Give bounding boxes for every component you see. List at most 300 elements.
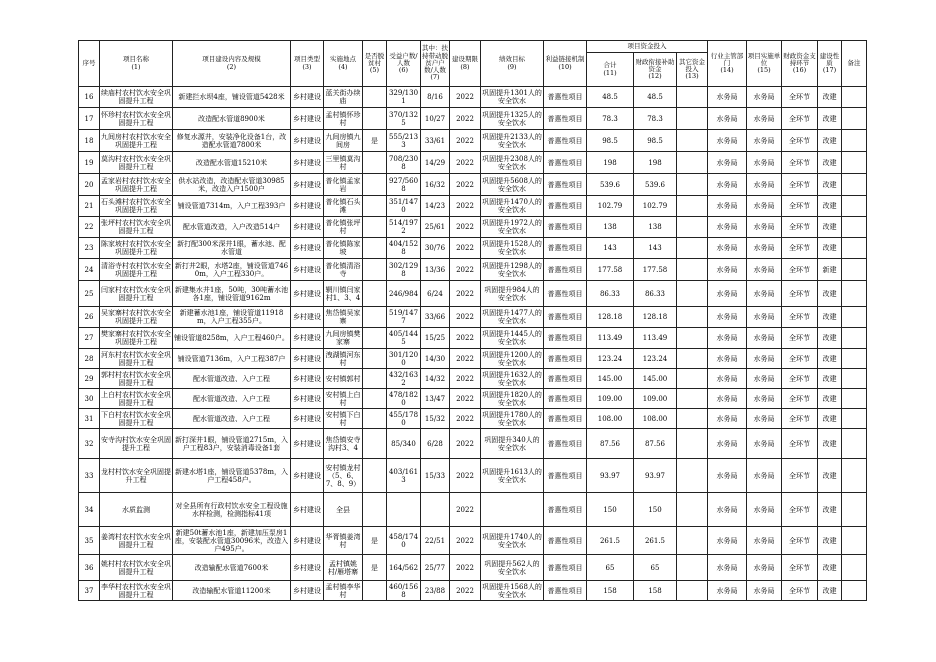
other-funding [677,174,708,196]
project-type: 乡村建设 [291,152,324,174]
performance-goal: 巩固提升1301人的安全饮水 [481,87,544,108]
fiscal-support-stage: 全环节 [782,196,818,217]
row-number: 24 [79,259,100,281]
header-label: 绩效目标 [499,55,525,64]
implementing-unit: 水务局 [747,217,782,238]
fiscal-support-stage: 全环节 [782,369,818,389]
project-name: 续庙村农村饮水安全巩固提升工程 [100,87,173,108]
other-funding [677,389,708,409]
construction-content: 配水管道改造、入户工程 [173,389,291,409]
project-name: 樊家寨村农村饮水安全巩固提升工程 [100,328,173,349]
benefit-mechanism: 普惠性项目 [544,281,587,307]
supported-poor-households: 14/23 [421,196,450,217]
project-name: 张坪村农村饮水安全巩固提升工程 [100,217,173,238]
project-name: 清浴寺村农村饮水安全巩固提升工程 [100,259,173,281]
header-other-funding [677,53,708,87]
location: 华胥镇姜湾村 [324,527,363,555]
fiscal-subsidy: 150 [634,493,677,527]
header-construction-nature [818,41,842,87]
benefit-mechanism: 普惠性项目 [544,369,587,389]
row-number: 35 [79,527,100,555]
beneficiary-households: 514/1972 [387,217,421,238]
fiscal-subsidy: 102.79 [634,196,677,217]
implementing-unit: 水务局 [747,152,782,174]
supported-poor-households: 14/32 [421,369,450,389]
header-remark [842,41,867,87]
beneficiary-households: 164/562 [387,555,421,581]
performance-goal: 巩固提升562人的安全饮水 [481,555,544,581]
row-number: 34 [79,493,100,527]
header-seq [79,41,100,87]
table-row [79,493,867,527]
beneficiary-households: 927/5608 [387,174,421,196]
location: 普化镇陈家坡 [324,238,363,259]
project-type: 乡村建设 [291,307,324,328]
header-col-number: (1) [131,62,141,71]
other-funding [677,217,708,238]
row-number: 29 [79,369,100,389]
header-col-number: (5) [369,66,380,75]
header-construction-period [450,41,481,87]
location: 安村镇上白村 [325,390,361,407]
construction-nature: 改建 [818,555,842,581]
benefit-mechanism: 普惠性项目 [544,459,587,493]
project-type: 乡村建设 [291,369,324,389]
construction-content: 新建50t蓄水池1座，新建加压泵房1座，安装配水管道30096米，改造入户495户。 [173,527,291,555]
location: 九间房镇樊家寨 [324,328,363,349]
construction-period: 2022 [450,349,481,369]
performance-goal: 巩固提升1298人的安全饮水 [481,259,544,281]
project-name: 吴家寨村农村饮水安全巩固提升工程 [100,307,173,328]
performance-goal: 巩固提升1477人的安全饮水 [481,307,544,328]
table-row [79,328,867,349]
supervising-department: 水务局 [708,459,747,493]
beneficiary-households: 458/1740 [387,527,421,555]
header-label: 建设期限 [452,55,478,64]
construction-content: 配水管道改造，入户改造514户 [173,217,291,238]
fiscal-subsidy: 138 [634,217,677,238]
project-name: 陈家坡村农村饮水安全巩固提升工程 [100,238,173,259]
performance-goal: 巩固提升1200人的安全饮水 [482,350,542,367]
project-type: 乡村建设 [291,196,324,217]
fiscal-subsidy: 108.00 [634,409,677,429]
construction-nature: 改建 [818,130,842,152]
header-label: 是否脱贫村 [364,51,385,67]
construction-content: 对全县所有行政村饮水安全工程设施水样检测，检测指标41项 [173,493,291,527]
construction-content: 供水站改造，改造配水管道30985米，改造入户1500户 [173,174,291,196]
header-col-number: (12) [648,72,662,81]
fiscal-subsidy: 113.49 [634,328,677,349]
performance-goal: 巩固提升1780人的安全饮水 [482,410,542,427]
location: 孟村镇怀珍村 [324,108,363,130]
benefit-mechanism: 普惠性项目 [544,328,587,349]
fiscal-support-stage: 全环节 [782,281,818,307]
benefit-mechanism: 普惠性项目 [544,87,587,108]
beneficiary-households: 478/1820 [387,389,421,409]
supervising-department: 水务局 [708,196,747,217]
location: 安村镇下白村 [325,410,361,427]
project-type: 乡村建设 [291,581,324,601]
table-row [79,307,867,328]
beneficiary-households: 302/1298 [387,259,421,281]
table-row [79,369,867,389]
beneficiary-households: 708/2308 [387,152,421,174]
supervising-department: 水务局 [708,152,747,174]
row-number: 19 [79,152,100,174]
row-number: 22 [79,217,100,238]
other-funding [677,527,708,555]
location: 普化镇孟家岩 [324,174,363,196]
remark [842,196,867,217]
implementing-unit: 水务局 [747,174,782,196]
header-col-number: (11) [603,68,617,77]
other-funding [677,238,708,259]
performance-goal: 巩固提升1528人的安全饮水 [481,238,544,259]
remark [842,152,867,174]
fiscal-support-stage: 全环节 [782,493,818,527]
poverty-village-flag: 是 [363,130,387,152]
construction-period: 2022 [450,130,481,152]
beneficiary-households: 403/1613 [387,459,421,493]
remark [842,389,867,409]
header-label: 备注 [847,58,861,67]
beneficiary-households: 370/1325 [387,108,421,130]
remark [842,281,867,307]
total-funding: 98.5 [587,130,634,152]
header-label: 项目建设内容及规模 [202,55,261,64]
beneficiary-households: 405/1445 [387,328,421,349]
fiscal-subsidy: 177.58 [634,259,677,281]
project-type: 乡村建设 [291,281,324,307]
beneficiary-households: 555/2133 [387,130,421,152]
project-name: 九间房村农村饮水安全巩固提升工程 [100,130,173,152]
construction-nature: 改建 [818,389,842,409]
implementing-unit: 水务局 [747,259,782,281]
implementing-unit: 水务局 [747,369,782,389]
benefit-mechanism: 普惠性项目 [544,259,587,281]
header-label: 合计 [603,61,617,70]
fiscal-subsidy: 109.00 [634,389,677,409]
implementing-unit: 水务局 [747,527,782,555]
supported-poor-households: 13/36 [421,259,450,281]
row-number: 17 [79,108,100,130]
header-beneficiaries [387,41,421,87]
location: 洩湖镇河东村 [325,350,361,367]
project-type: 乡村建设 [291,527,324,555]
header-col-number: (13) [685,72,699,81]
remark [842,555,867,581]
construction-period: 2022 [450,281,481,307]
construction-nature: 改建 [818,349,842,369]
beneficiary-households: 246/984 [387,281,421,307]
construction-content: 改造配水管道8900米 [173,108,291,130]
construction-nature: 改建 [818,87,842,108]
supported-poor-households: 13/47 [421,389,450,409]
implementing-unit: 水务局 [747,130,782,152]
supervising-department: 水务局 [708,369,747,389]
header-label: 序号 [82,58,96,67]
benefit-mechanism: 普惠性项目 [544,307,587,328]
implementing-unit: 水务局 [747,196,782,217]
construction-period: 2022 [450,389,481,409]
header-funding-group: 项目资金投入 [587,41,708,53]
supported-poor-households: 10/27 [421,108,450,130]
remark [842,581,867,601]
total-funding: 48.5 [587,87,634,108]
fiscal-support-stage: 全环节 [782,555,818,581]
benefit-mechanism: 普惠性项目 [544,349,587,369]
project-type: 乡村建设 [291,87,324,108]
project-name: 河东村农村饮水安全巩固提升工程 [101,350,171,367]
table-row [79,130,867,152]
poverty-village-flag [363,493,387,527]
supervising-department: 水务局 [708,527,747,555]
construction-content: 配水管道改造、入户工程 [173,409,291,429]
header-label: 其中：扶持带动脱贫户户数/人数 [422,44,448,75]
supervising-department: 水务局 [708,108,747,130]
performance-goal: 巩固提升1470人的安全饮水 [481,196,544,217]
table-header [79,41,867,87]
row-number: 32 [79,429,100,459]
total-funding: 128.18 [587,307,634,328]
row-number: 21 [79,196,100,217]
construction-content: 新建集水井1座，50吨，30吨蓄水池各1座，铺设管道9162m [173,281,291,307]
location: 普化镇清浴寺 [324,259,363,281]
header-col-number: (16) [792,66,807,75]
table-row [79,581,867,601]
table-row [79,152,867,174]
header-label: 财政资金支持环节 [783,51,816,67]
construction-content: 铺设管道8258m，入户工程460户。 [173,328,291,349]
other-funding [677,130,708,152]
project-type: 乡村建设 [291,459,324,493]
fiscal-subsidy: 86.33 [634,281,677,307]
row-number: 18 [79,130,100,152]
construction-content: 新打深井1眼，铺设管道2715m，入户工程83户，安装消毒设备1套 [173,429,291,459]
project-type: 乡村建设 [291,238,324,259]
benefit-mechanism: 普惠性项目 [544,217,587,238]
poverty-village-flag [363,369,387,389]
fiscal-subsidy: 145.00 [634,369,677,389]
construction-period: 2022 [450,369,481,389]
header-col-number: (2) [226,62,237,71]
supported-poor-households: 30/76 [421,238,450,259]
table-row [79,389,867,409]
poverty-village-flag [363,259,387,281]
implementing-unit: 水务局 [747,429,782,459]
fiscal-support-stage: 全环节 [782,307,818,328]
construction-period: 2022 [450,429,481,459]
row-number: 25 [79,281,100,307]
fiscal-subsidy: 539.6 [634,174,677,196]
project-type: 乡村建设 [291,130,324,152]
performance-goal: 巩固提升1613人的安全饮水 [481,459,544,493]
other-funding [677,87,708,108]
project-type: 乡村建设 [291,555,324,581]
project-name: 水质监测 [100,493,173,527]
remark [842,174,867,196]
fiscal-subsidy: 128.18 [634,307,677,328]
fiscal-support-stage: 全环节 [782,259,818,281]
poverty-village-flag [363,217,387,238]
implementing-unit: 水务局 [747,493,782,527]
beneficiary-households: 404/1528 [387,238,421,259]
performance-goal: 巩固提升1568人的安全饮水 [482,582,542,599]
total-funding: 539.6 [587,174,634,196]
benefit-mechanism: 普惠性项目 [544,493,587,527]
project-name: 姚村村农村饮水安全巩固提升工程 [100,555,173,581]
supervising-department: 水务局 [708,130,747,152]
construction-nature: 改建 [818,328,842,349]
poverty-village-flag [363,581,387,601]
construction-nature: 改建 [818,174,842,196]
benefit-mechanism: 普惠性项目 [544,555,587,581]
fiscal-support-stage: 全环节 [782,108,818,130]
table-row [79,259,867,281]
implementing-unit: 水务局 [747,389,782,409]
table-row [79,108,867,130]
table-row [79,196,867,217]
fiscal-support-stage: 全环节 [782,459,818,493]
fiscal-support-stage: 全环节 [782,389,818,409]
supervising-department: 水务局 [708,87,747,108]
poverty-village-flag [363,108,387,130]
header-label: 利益链接机制 [545,55,585,64]
total-funding: 150 [587,493,634,527]
header-construction-content [173,41,291,87]
other-funding [677,555,708,581]
header-benefit-mechanism [544,41,587,87]
header-col-number: (3) [302,62,312,71]
table-row [79,429,867,459]
header-col-number: (14) [720,66,734,75]
poverty-village-flag [363,87,387,108]
construction-nature: 改建 [818,238,842,259]
row-number: 20 [79,174,100,196]
construction-nature: 改建 [818,217,842,238]
construction-period: 2022 [450,108,481,130]
beneficiary-households: 301/1200 [387,349,421,369]
performance-goal: 巩固提升1445人的安全饮水 [481,328,544,349]
supported-poor-households: 25/61 [421,217,450,238]
other-funding [677,581,708,601]
beneficiary-households: 460/1568 [387,581,421,601]
construction-content: 新打配300米深井1眼，蓄水池、配水管道 [173,238,291,259]
supervising-department: 水务局 [708,238,747,259]
location: 普化镇石头滩 [324,196,363,217]
supported-poor-households: 15/32 [421,409,450,429]
construction-period: 2022 [450,527,481,555]
construction-nature: 改建 [818,307,842,328]
benefit-mechanism: 普惠性项目 [544,581,587,601]
location: 孟村镇姚村/雁塔寨 [324,555,363,581]
construction-period: 2022 [450,152,481,174]
location: 安村镇郭村 [324,369,363,389]
supervising-department: 水务局 [708,328,747,349]
header-col-number: (17) [822,66,837,75]
remark [842,238,867,259]
construction-nature: 改建 [818,429,842,459]
benefit-mechanism: 普惠性项目 [544,527,587,555]
project-type: 乡村建设 [291,108,324,130]
row-number: 30 [79,389,100,409]
benefit-mechanism: 普惠性项目 [544,196,587,217]
fiscal-support-stage: 全环节 [782,349,818,369]
implementing-unit: 水务局 [747,281,782,307]
remark [842,307,867,328]
header-col-number: (10) [558,62,572,71]
construction-nature: 改建 [818,369,842,389]
location: 三里镇莫沟村 [324,152,363,174]
construction-content: 新建蓄水池1座，铺设管道11918m，入户工程355户。 [173,307,291,328]
other-funding [677,349,708,369]
table-row [79,281,867,307]
construction-nature: 改建 [818,493,842,527]
supported-poor-households: 25/77 [421,555,450,581]
table-row [79,459,867,493]
total-funding: 108.00 [587,409,634,429]
project-name: 上白村农村饮水安全巩固提升工程 [101,390,171,407]
project-name: 郭村村农村饮水安全巩固提升工程 [101,370,171,387]
total-funding: 123.24 [587,349,634,369]
performance-goal: 巩固提升5608人的安全饮水 [481,174,544,196]
implementing-unit: 水务局 [747,581,782,601]
poverty-village-flag [363,196,387,217]
other-funding [677,493,708,527]
fiscal-support-stage: 全环节 [782,581,818,601]
construction-period: 2022 [450,409,481,429]
construction-period: 2022 [450,259,481,281]
header-col-number: (4) [338,62,348,71]
construction-content: 铺设管道7136m，入户工程387户 [173,349,291,369]
benefit-mechanism: 普惠性项目 [544,152,587,174]
supervising-department: 水务局 [708,349,747,369]
construction-nature: 新建 [818,259,842,281]
remark [842,429,867,459]
header-label: 项目类型 [294,55,320,64]
other-funding [677,259,708,281]
header-implementing-unit [747,41,782,87]
construction-content: 配水管道改造、入户工程 [173,369,291,389]
remark [842,527,867,555]
poverty-village-flag [363,349,387,369]
performance-goal: 巩固提升1632人的安全饮水 [482,370,542,387]
table-row [79,409,867,429]
fiscal-support-stage: 全环节 [782,429,818,459]
location: 全县 [324,493,363,527]
project-name: 闫家村农村饮水安全巩固提升工程 [100,281,173,307]
implementing-unit: 水务局 [747,409,782,429]
implementing-unit: 水务局 [747,238,782,259]
performance-goal: 巩固提升1325人的安全饮水 [481,108,544,130]
header-supported-households [421,41,450,87]
other-funding [677,281,708,307]
header-fiscal-support-stage [782,41,818,87]
project-type: 乡村建设 [291,389,324,409]
performance-goal: 巩固提升2133人的安全饮水 [481,130,544,152]
project-type: 乡村建设 [291,328,324,349]
implementing-unit: 水务局 [747,459,782,493]
total-funding: 86.33 [587,281,634,307]
benefit-mechanism: 普惠性项目 [544,429,587,459]
beneficiary-households: 519/1477 [387,307,421,328]
project-type: 乡村建设 [291,409,324,429]
fiscal-subsidy: 93.97 [634,459,677,493]
construction-content: 修复水源井，安装净化设备1台，改造配水管道7800米 [173,130,291,152]
supported-poor-households: 16/32 [421,174,450,196]
location: 九间房镇九间房 [324,130,363,152]
supported-poor-households: 14/30 [421,349,450,369]
